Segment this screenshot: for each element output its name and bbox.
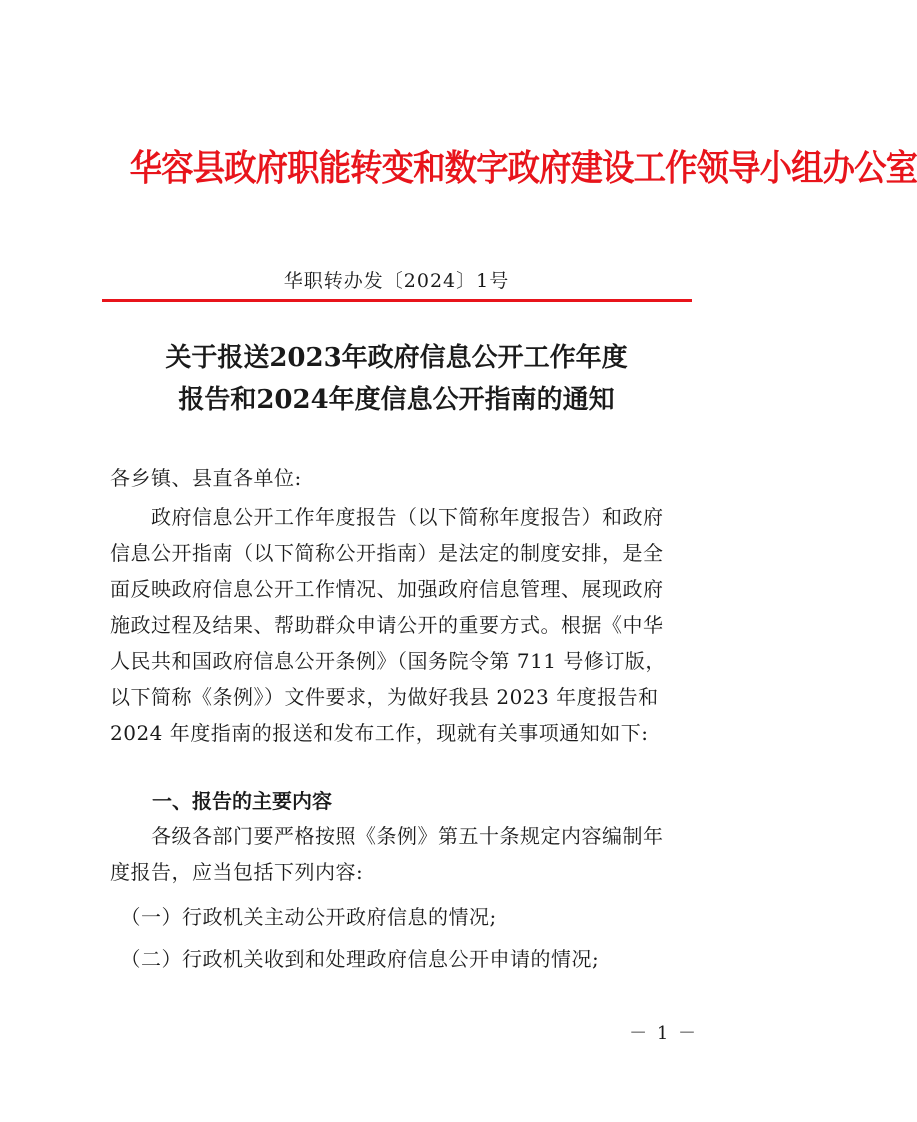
title-line-2: 报告和2024年度信息公开指南的通知: [178, 385, 615, 415]
paragraph-line: 政府信息公开工作年度报告（以下简称年度报告）和政府: [110, 505, 664, 529]
paragraph-line: 各级各部门要严格按照《条例》第五十条规定内容编制年: [110, 824, 664, 848]
section-heading-1: 一、报告的主要内容: [152, 789, 332, 813]
paragraph-2: [110, 818, 688, 890]
paragraph-line: 以下简称《条例》）文件要求，为做好我县 2023 年度报告和: [110, 685, 659, 709]
document-title: [100, 337, 693, 421]
paragraph-line: 2024 年度指南的报送和发布工作，现就有关事项通知如下:: [110, 721, 649, 745]
salutation: 各乡镇、县直各单位:: [110, 466, 302, 490]
document-number: 华职转办发〔2024〕1号: [283, 270, 510, 292]
paragraph-line: 信息公开指南（以下简称公开指南）是法定的制度安排，是全: [110, 541, 664, 565]
paragraph-1: [110, 499, 688, 751]
title-line-1: 关于报送2023年政府信息公开工作年度: [165, 343, 628, 373]
red-divider-line: [102, 299, 692, 302]
list-item-2: （二）行政机关收到和处理政府信息公开申请的情况;: [110, 947, 600, 971]
paragraph-line: 施政过程及结果、帮助群众申请公开的重要方式。根据《中华: [110, 613, 664, 637]
paragraph-line: 人民共和国政府信息公开条例》（国务院令第 711 号修订版，: [110, 649, 666, 673]
page-number: － 1 －: [629, 1023, 698, 1044]
paragraph-line: 面反映政府信息公开工作情况、加强政府信息管理、展现政府: [110, 577, 664, 601]
list-item-1: （一）行政机关主动公开政府信息的情况;: [110, 905, 497, 929]
issuing-organization-header: 华容县政府职能转变和数字政府建设工作领导小组办公室: [129, 147, 917, 189]
paragraph-line: 度报告，应当包括下列内容:: [110, 860, 364, 884]
